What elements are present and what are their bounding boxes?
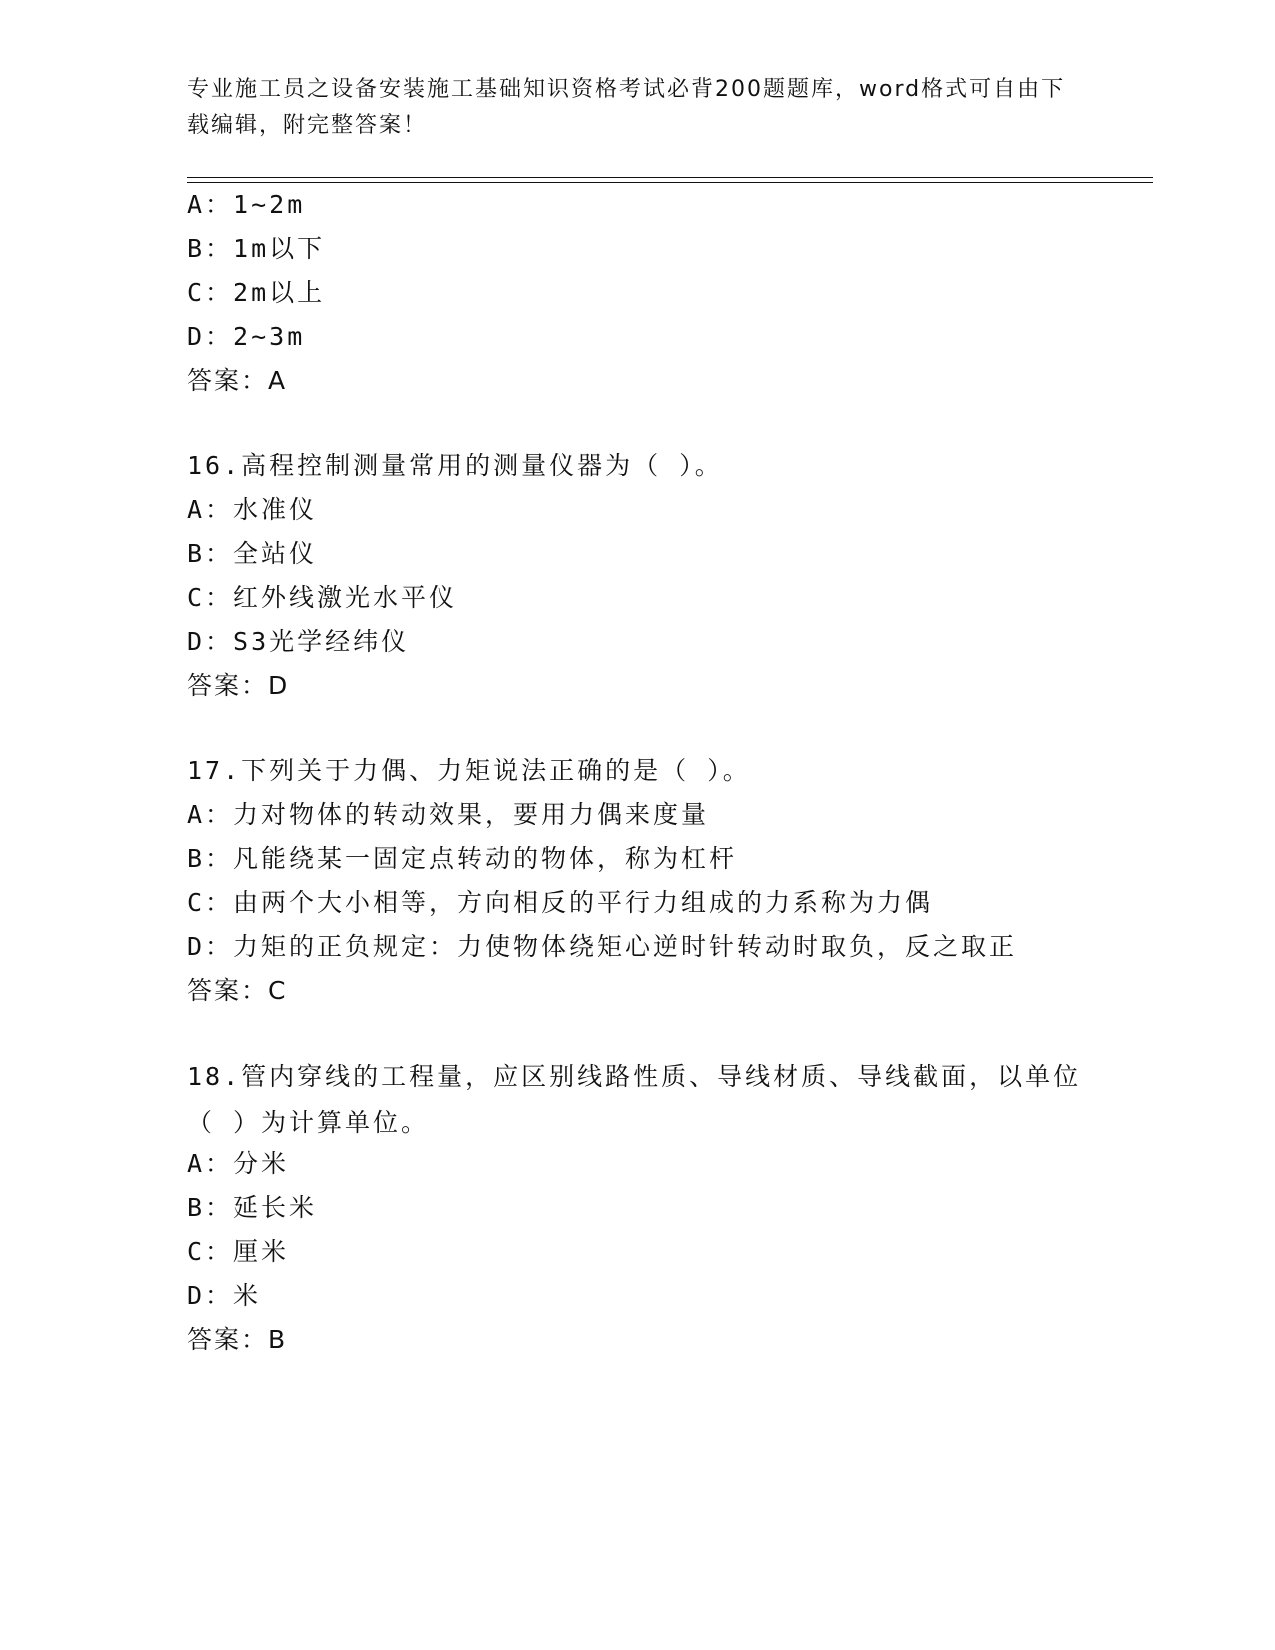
q16-answer: 答案：D [187, 671, 290, 700]
q15-option-d: D：2~3m [187, 322, 306, 351]
q15-answer: 答案：A [187, 366, 288, 395]
q15-option-b: B：1m以下 [187, 234, 326, 263]
q17-option-d: D：力矩的正负规定：力使物体绕矩心逆时针转动时取负，反之取正 [187, 932, 1018, 961]
q15-option-c: C：2m以上 [187, 278, 326, 307]
q16-stem: 16.高程控制测量常用的测量仪器为（ ）。 [187, 451, 723, 480]
q18-option-a: A：分米 [187, 1149, 290, 1178]
q18-option-d: D：米 [187, 1281, 262, 1310]
q17-stem: 17.下列关于力偶、力矩说法正确的是（ ）。 [187, 756, 751, 785]
q18-answer: 答案：B [187, 1325, 288, 1354]
q16-option-a: A：水准仪 [187, 495, 318, 524]
q16-option-c: C：红外线激光水平仪 [187, 583, 458, 612]
header-divider-top [187, 177, 1153, 178]
q18-option-b: B：延长米 [187, 1193, 318, 1222]
header-divider-bottom [187, 182, 1153, 183]
q18-option-c: C：厘米 [187, 1237, 290, 1266]
q17-option-c: C：由两个大小相等，方向相反的平行力组成的力系称为力偶 [187, 888, 934, 917]
q15-option-a: A：1~2m [187, 190, 306, 219]
q17-option-b: B：凡能绕某一固定点转动的物体，称为杠杆 [187, 844, 738, 873]
document-header: 专业施工员之设备安装施工基础知识资格考试必背200题题库，word格式可自由下载编辑，附完整答案！ [187, 77, 1066, 138]
q18-stem: 18.管内穿线的工程量，应区别线路性质、导线材质、导线截面，以单位（ ）为计算单位。 [187, 1062, 1082, 1137]
q16-option-b: B：全站仪 [187, 539, 318, 568]
q17-answer: 答案：C [187, 976, 288, 1005]
q17-option-a: A：力对物体的转动效果，要用力偶来度量 [187, 800, 710, 829]
q16-option-d: D：S3光学经纬仪 [187, 627, 410, 656]
